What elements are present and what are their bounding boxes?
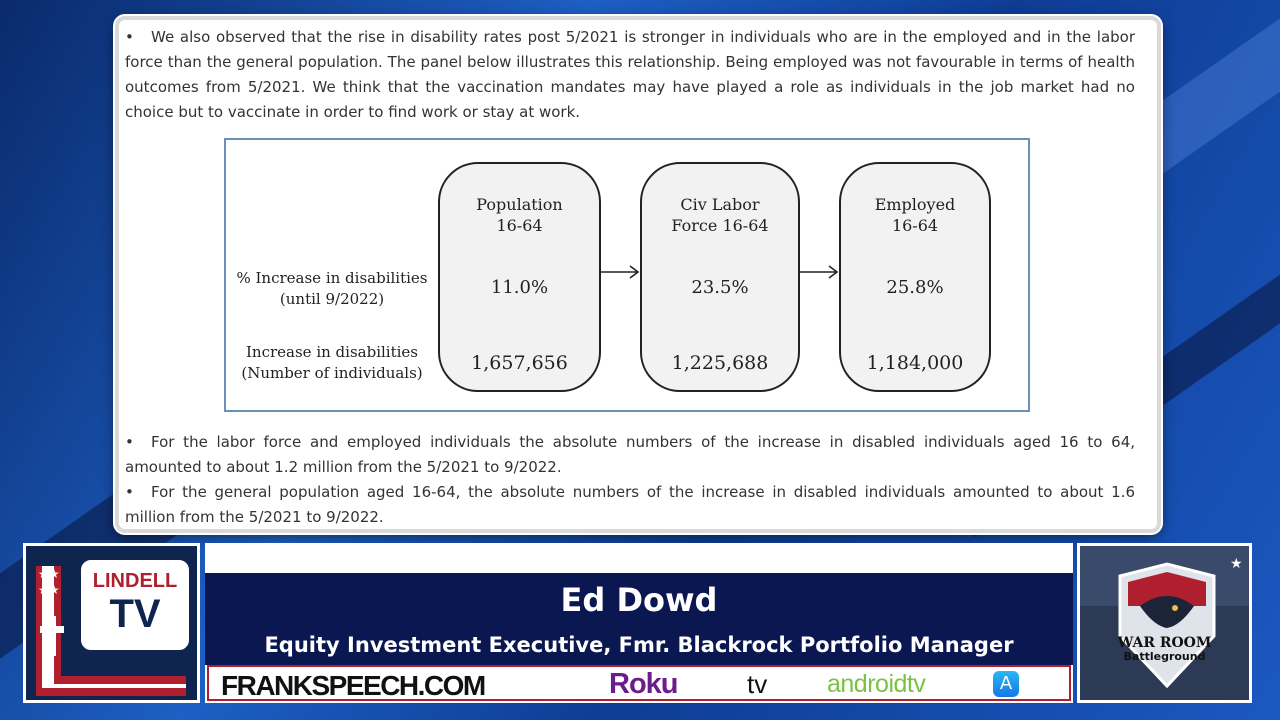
- box-percent: 11.0%: [490, 277, 549, 298]
- row-label-line: % Increase in disabilities: [236, 269, 428, 287]
- box-title-line: 16-64: [496, 216, 543, 235]
- svg-text:★★: ★★: [38, 567, 60, 581]
- box-number: 1,225,688: [671, 352, 769, 374]
- frankspeech-url: FRANKSPEECH.COM: [221, 670, 485, 701]
- box-percent: 23.5%: [691, 277, 749, 298]
- paragraph-text: For the general population aged 16-64, the absolute numbers of the increase in disabled individuals amounted to about 1.6 million from the 5/2021 to 9/2022.: [125, 483, 1135, 526]
- bullet: •: [125, 28, 134, 46]
- lower-third-top: [205, 543, 1073, 573]
- lindell-wordmark: LINDELL: [92, 570, 178, 592]
- box-labor-force: [640, 162, 800, 392]
- box-population: [438, 162, 601, 392]
- box-title: [440, 194, 599, 236]
- paragraph-observation: [125, 25, 1135, 125]
- war-room-logo: [1077, 543, 1252, 703]
- row-label-number: [232, 342, 432, 384]
- row-label-line: Increase in disabilities: [246, 343, 418, 361]
- roku-logo: Roku: [609, 668, 678, 700]
- bullet: •: [125, 483, 134, 501]
- box-title-line: Employed: [874, 195, 956, 214]
- paragraph-text: We also observed that the rise in disability rates post 5/2021 is stronger in individuals who are in the employed and in the labor force than the general population. The panel below illustrates this relationship. Being employed was not favourable in terms of health outcomes from 5/2021. We think that the vaccination mandates may have played a role as individuals in the job market had no choice but to vaccinate in order to find work or stay at work.: [125, 28, 1135, 121]
- lindell-tv-logo: [23, 543, 200, 703]
- war-room-subtitle: Battleground: [1123, 650, 1206, 663]
- apple-tv-logo: [747, 669, 767, 700]
- lower-third: [205, 543, 1073, 703]
- box-title-line: Civ Labor: [680, 195, 760, 214]
- paragraph-general-population: [125, 480, 1135, 530]
- box-title: [841, 194, 989, 236]
- svg-text:★★: ★★: [38, 583, 60, 597]
- war-room-wordmark: [1080, 636, 1249, 664]
- speaker-title: Equity Investment Executive, Fmr. Blackrock Portfolio Manager: [264, 633, 1014, 657]
- box-title-line: Force 16-64: [671, 216, 769, 235]
- paragraph-text: For the labor force and employed individuals the absolute numbers of the increase in disabled individuals aged 16 to 64, amounted to about 1.2 million from the 5/2021 to 9/2022.: [125, 433, 1135, 476]
- arrow-icon: [800, 264, 840, 280]
- document-card: [115, 16, 1161, 533]
- row-label-line: (until 9/2022): [279, 290, 385, 308]
- android-tv-logo: androidtv: [827, 670, 926, 698]
- platform-bar: [207, 665, 1071, 701]
- speaker-name: Ed Dowd: [560, 581, 718, 619]
- disability-diagram: [224, 138, 1030, 412]
- box-percent: 25.8%: [886, 277, 944, 298]
- row-label-percent: [232, 268, 432, 310]
- eagle-shield-graphic: [1080, 546, 1252, 703]
- row-label-line: (Number of individuals): [241, 364, 423, 382]
- box-title: [642, 194, 798, 236]
- box-employed: [839, 162, 991, 392]
- box-title-line: Population: [476, 195, 563, 214]
- app-store-icon: A: [993, 671, 1019, 697]
- tv-frame: [81, 560, 189, 650]
- tv-wordmark: TV: [109, 592, 161, 636]
- apple-tv-text: tv: [747, 669, 768, 699]
- arrow-icon: [601, 264, 641, 280]
- bullet: •: [125, 433, 134, 451]
- box-title-line: 16-64: [891, 216, 939, 235]
- war-room-title: WAR ROOM: [1117, 635, 1212, 651]
- paragraph-labor-force: [125, 430, 1135, 480]
- svg-text:★: ★: [1230, 556, 1243, 572]
- box-number: 1,657,656: [471, 352, 568, 374]
- box-number: 1,184,000: [866, 352, 964, 374]
